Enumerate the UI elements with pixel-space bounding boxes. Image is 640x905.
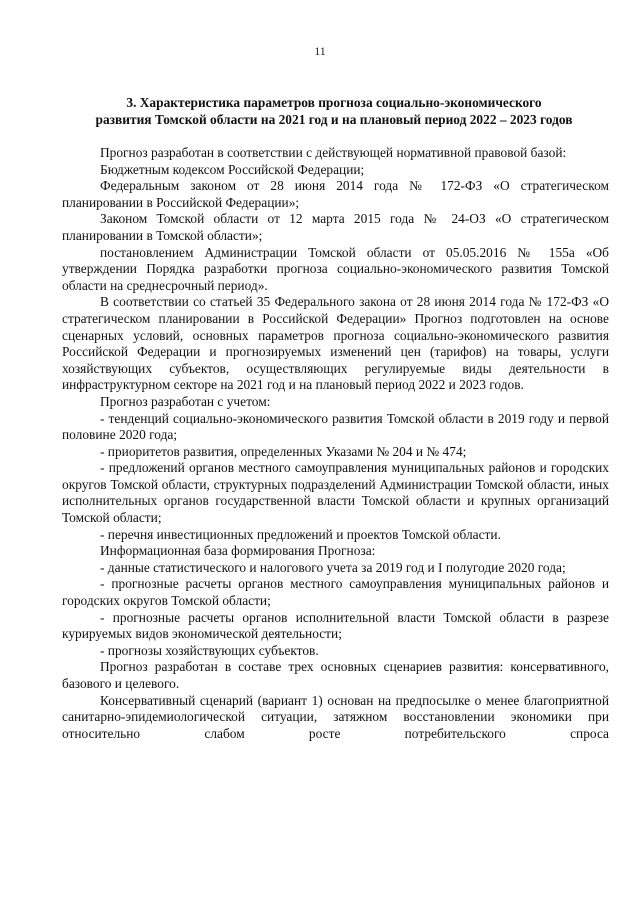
- paragraph: Прогноз разработан в составе трех основных сценариев развития: консервативного, базового и целевого.: [62, 659, 609, 691]
- section-heading-line-1: 3. Характеристика параметров прогноза социально-экономического: [126, 95, 542, 110]
- page-number: 11: [314, 44, 326, 58]
- paragraph: - перечня инвестиционных предложений и проектов Томской области.: [100, 526, 501, 542]
- paragraph: Консервативный сценарий (вариант 1) основан на предпосылке о менее благоприятной санитарно-эпидемиологической ситуации, затяжном восстановлении экономики при относительно слабом росте потребительского спроса: [62, 692, 609, 741]
- paragraph: - приоритетов развития, определенных Указами № 204 и № 474;: [100, 443, 467, 459]
- paragraph: Прогноз разработан в соответствии с действующей нормативной правовой базой:: [100, 145, 567, 160]
- paragraph: - предложений органов местного самоуправления муниципальных районов и городских округов Томской области, структурных подразделений Администрации Томской области, иных исполнительных органов государственной власти Томской области и крупных организаций Томской области;: [62, 460, 609, 526]
- paragraph: Прогноз разработан с учетом:: [100, 393, 271, 409]
- paragraph: - прогнозные расчеты органов исполнительной власти Томской области в разрезе курируемых видов экономической деятельности;: [62, 609, 609, 642]
- paragraph: Бюджетным кодексом Российской Федерации;: [100, 161, 365, 177]
- paragraph: Федеральным законом от 28 июня 2014 года № 172-ФЗ «О стратегическом планировании в Российской Федерации»;: [62, 178, 609, 210]
- paragraph: - тенденций социально-экономического развития Томской области в 2019 году и первой половине 2020 года;: [62, 410, 609, 443]
- paragraph: - прогнозы хозяйствующих субъектов.: [100, 642, 319, 658]
- paragraph: постановлением Администрации Томской области от 05.05.2016 № 155а «Об утверждении Порядка разработки прогноза социально-экономического развития Томской области на среднесрочный период».: [62, 244, 609, 293]
- body-text: [62, 145, 609, 742]
- paragraph: - данные статистического и налогового учета за 2019 год и I полугодие 2020 года;: [100, 559, 566, 575]
- section-heading: [60, 94, 608, 128]
- paragraph: Информационная база формирования Прогноза:: [100, 543, 376, 559]
- paragraph: - прогнозные расчеты органов местного самоуправления муниципальных районов и городских округов Томской области;: [62, 576, 609, 609]
- paragraph: Законом Томской области от 12 марта 2015 года № 24-ОЗ «О стратегическом планировании в Томской области»;: [62, 211, 609, 243]
- section-heading-line-2: развития Томской области на 2021 год и на плановый период 2022 – 2023 годов: [95, 112, 573, 127]
- paragraph: В соответствии со статьей 35 Федерального закона от 28 июня 2014 года № 172-ФЗ «О стратегическом планировании в Российской Федерации» Прогноз подготовлен на основе сценарных условий, основных параметров прогноза социально-экономического развития Российской Федерации и прогнозируемых изменений цен (тарифов) на товары, услуги хозяйствующих субъектов, осуществляющих регулируемые виды деятельности в инфраструктурном секторе на 2021 год и на плановый период 2022 и 2023 годов.: [62, 294, 609, 393]
